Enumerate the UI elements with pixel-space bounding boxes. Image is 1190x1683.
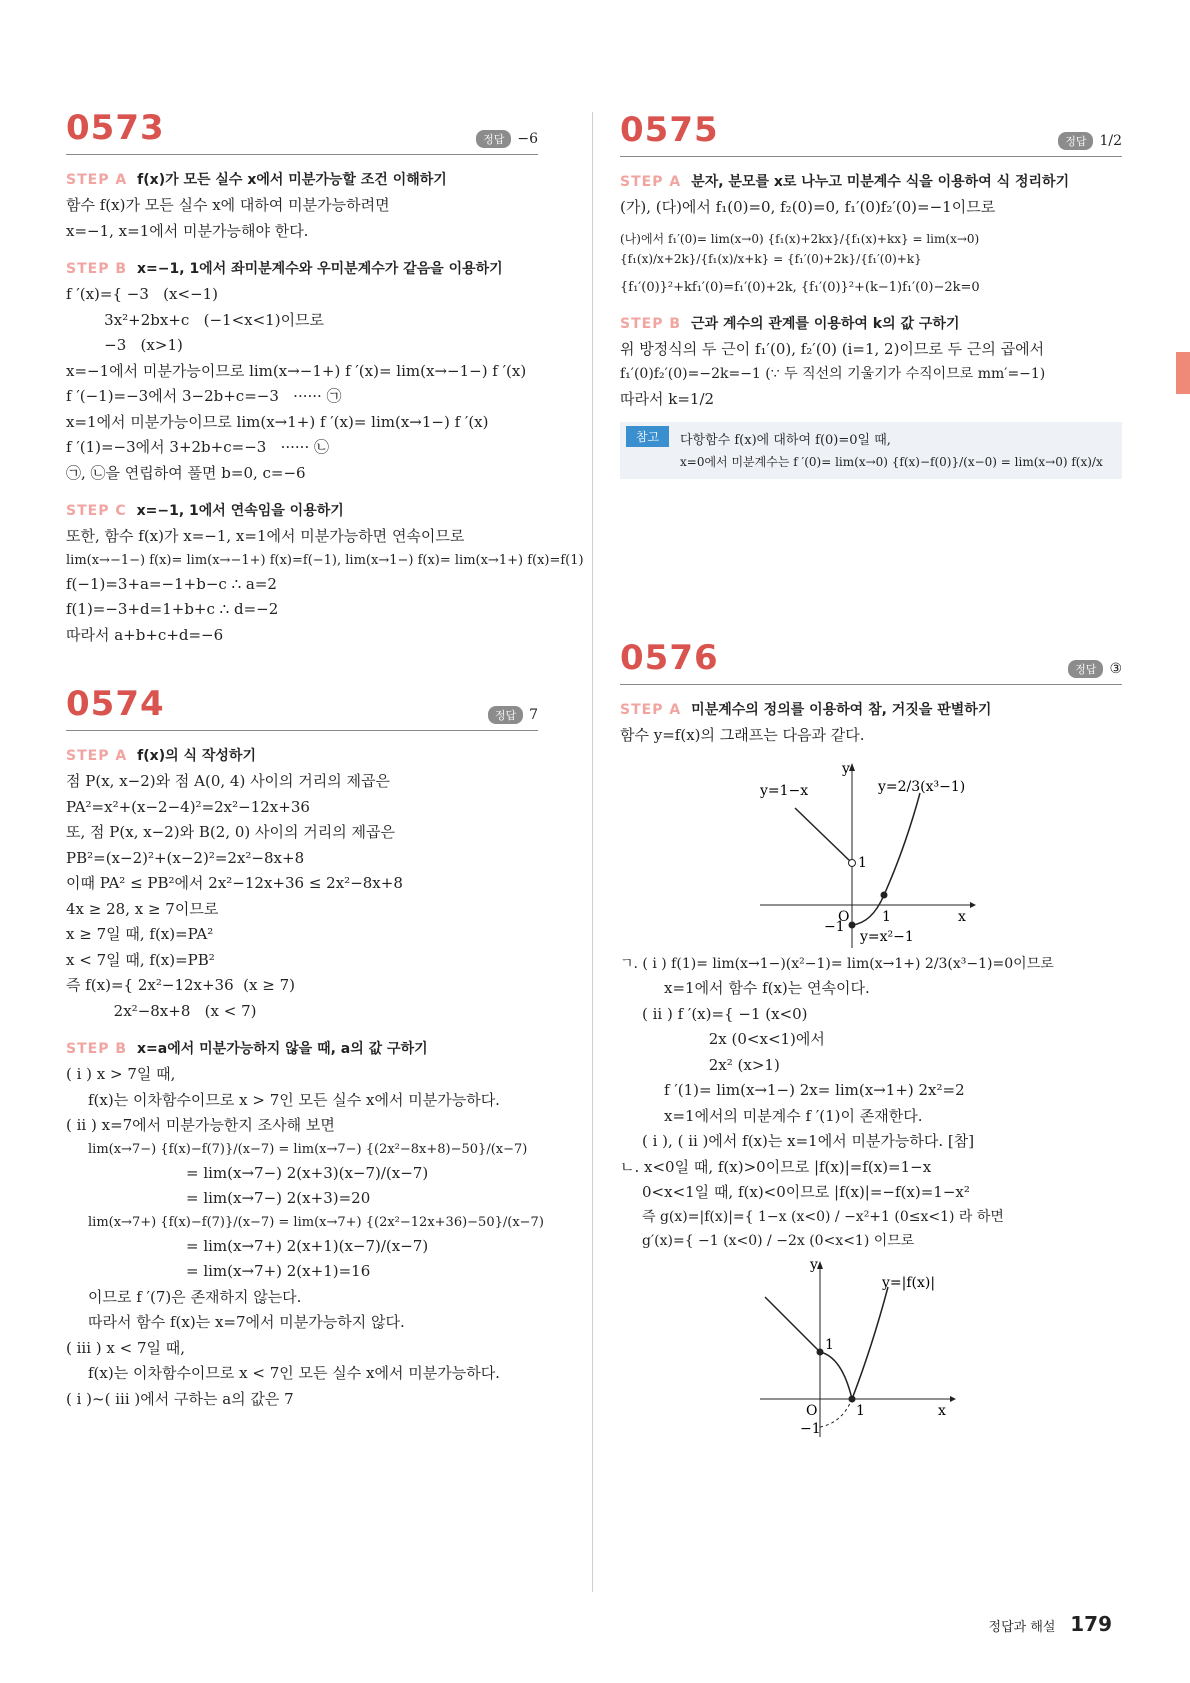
- text-line: 점 P(x, x−2)와 점 A(0, 4) 사이의 거리의 제곱은: [66, 772, 391, 791]
- text-line: ( i ) x > 7일 때,: [66, 1065, 176, 1084]
- problem-0574: [66, 684, 544, 1412]
- text-line: x=1에서 미분가능이므로 lim(x→1+) f ′(x)= lim(x→1−) f ′(x): [66, 412, 489, 431]
- closed-point: [849, 921, 856, 928]
- text-line: ( ii ) f ′(x)={ −1 (x<0): [642, 1004, 808, 1023]
- answer-value: 1/2: [1099, 133, 1122, 149]
- step-tag: STEP B: [620, 316, 682, 333]
- text-line: PA²=x²+(x−2−4)²=2x²−12x+36: [66, 797, 310, 816]
- text-line: 0<x<1일 때, f(x)<0이므로 |f(x)|=−f(x)=1−x²: [642, 1183, 970, 1202]
- text-line: 3x²+2bx+c (−1<x<1)이므로: [66, 310, 325, 329]
- step-tag: STEP A: [66, 748, 128, 765]
- curve-abs-parabola: [820, 1352, 852, 1399]
- axis-label-y: y: [810, 1257, 818, 1274]
- text-line: lim(x→7+) {f(x)−f(7)}/(x−7) = lim(x→7+) {(2x²−12x+36)−50}/(x−7): [88, 1214, 544, 1230]
- text-line: = lim(x→7−) 2(x+3)(x−7)/(x−7): [186, 1163, 429, 1182]
- step-tag: STEP B: [66, 1041, 128, 1058]
- text-line: 또, 점 P(x, x−2)와 B(2, 0) 사이의 거리의 제곱은: [66, 823, 395, 842]
- closed-point: [817, 1349, 824, 1356]
- tick-label: 1: [856, 1403, 865, 1420]
- answer-badge: 정답: [488, 706, 523, 724]
- answer-box: [1068, 660, 1122, 678]
- answer-box: [1058, 132, 1122, 150]
- text-line: f ′(−1)=−3에서 3−2b+c=−3 ······ ㉠: [66, 387, 342, 405]
- step-tag: STEP A: [66, 172, 128, 188]
- axis-label-x: x: [938, 1403, 946, 1420]
- text-line: PB²=(x−2)²+(x−2)²=2x²−8x+8: [66, 848, 305, 867]
- text-line: 또한, 함수 f(x)가 x=−1, x=1에서 미분가능하면 연속이므로: [66, 527, 465, 545]
- tick-label: −1: [824, 918, 845, 935]
- step-title: f(x)가 모든 실수 x에서 미분가능할 조건 이해하기: [137, 172, 447, 188]
- step-title: 분자, 분모를 x로 나누고 미분계수 식을 이용하여 식 정리하기: [691, 174, 1070, 190]
- tick-label: −1: [800, 1421, 821, 1438]
- answer-box: [476, 130, 538, 148]
- text-line: x=1에서의 미분계수 f ′(1)이 존재한다.: [664, 1106, 923, 1125]
- step-a-heading: [66, 745, 538, 765]
- curve-parabola: [852, 895, 884, 925]
- text-line: (가), (다)에서 f₁(0)=0, f₂(0)=0, f₁′(0)f₂′(0)=−1이므로: [620, 198, 996, 216]
- problem-number: 0576: [620, 638, 719, 678]
- axis-label-y: y: [842, 760, 850, 777]
- text-line: x=−1, x=1에서 미분가능해야 한다.: [66, 221, 309, 240]
- text-line: x < 7일 때, f(x)=PB²: [66, 950, 215, 969]
- step-title: x=a에서 미분가능하지 않을 때, a의 값 구하기: [137, 1041, 428, 1058]
- text-line: ㄱ. ( i ) f(1)= lim(x→1−)(x²−1)= lim(x→1+) 2/3(x³−1)=0이므로: [620, 955, 1054, 972]
- chapter-tab: [1176, 352, 1190, 394]
- step-title: 미분계수의 정의를 이용하여 참, 거짓을 판별하기: [691, 702, 992, 718]
- problem-0573: [66, 108, 584, 648]
- column-divider: [592, 112, 593, 1592]
- note-label: 참고: [626, 426, 669, 447]
- right-column: [620, 110, 1122, 1438]
- origin-label: O: [838, 908, 850, 925]
- step-tag: STEP A: [620, 702, 682, 718]
- step-b-heading: [66, 258, 538, 278]
- text-line: ㉠, ㉡을 연립하여 풀면 b=0, c=−6: [66, 463, 306, 482]
- page-footer: [989, 1612, 1112, 1636]
- label-cubic: y=2/3(x³−1): [878, 778, 966, 795]
- text-line: 따라서 a+b+c+d=−6: [66, 625, 224, 644]
- text-line: 2x (0<x<1)에서: [642, 1030, 825, 1049]
- text-line: 함수 f(x)가 모든 실수 x에 대하여 미분가능하려면: [66, 196, 390, 214]
- text-line: 이때 PA² ≤ PB²에서 2x²−12x+36 ≤ 2x²−8x+8: [66, 874, 403, 893]
- answer-box: [488, 706, 538, 724]
- text-line: f(−1)=3+a=−1+b−c ∴ a=2: [66, 574, 277, 593]
- left-column: [66, 108, 584, 1412]
- note-line: 다항함수 f(x)에 대하여 f(0)=0일 때,: [680, 433, 891, 449]
- tick-label: 1: [858, 854, 867, 871]
- text-line: 위 방정식의 두 근이 f₁′(0), f₂′(0) (i=1, 2)이므로 두 근의 곱에서: [620, 340, 1045, 359]
- curve-line: [765, 1297, 820, 1352]
- tick-label: 1: [825, 1337, 834, 1354]
- problem-number: 0574: [66, 684, 165, 725]
- text-line: ( iii ) x < 7일 때,: [66, 1338, 186, 1357]
- answer-badge: 정답: [1058, 132, 1093, 150]
- axis-label-x: x: [958, 908, 966, 925]
- text-line: lim(x→7−) {f(x)−f(7)}/(x−7) = lim(x→7−) {(2x²−8x+8)−50}/(x−7): [88, 1141, 528, 1157]
- answer-value: 7: [529, 707, 538, 724]
- step-title: x=−1, 1에서 연속임을 이용하기: [136, 503, 344, 519]
- problem-header: [620, 110, 1122, 157]
- text-line: f(x)는 이차함수이므로 x < 7인 모든 실수 x에서 미분가능하다.: [88, 1364, 500, 1383]
- text-line: 이므로 f ′(7)은 존재하지 않는다.: [88, 1287, 302, 1306]
- curve-cubic: [852, 1287, 888, 1399]
- text-line: = lim(x→7−) 2(x+3)=20: [186, 1189, 371, 1208]
- text-line: x ≥ 7일 때, f(x)=PA²: [66, 925, 214, 944]
- closed-point: [881, 891, 888, 898]
- x-axis-arrow: [970, 902, 976, 908]
- step-a-heading: [620, 171, 1122, 191]
- step-b-heading: [620, 313, 1122, 333]
- label-parabola: y=x²−1: [860, 928, 914, 945]
- curve-line: [795, 808, 852, 863]
- text-line: f ′(1)= lim(x→1−) 2x= lim(x→1+) 2x²=2: [664, 1081, 965, 1100]
- problem-header: [66, 684, 538, 731]
- problem-header: [66, 108, 538, 155]
- x-axis-arrow: [950, 1396, 956, 1402]
- text-line: (나)에서 f₁′(0)= lim(x→0) {f₁(x)+2kx}/{f₁(x)+kx} = lim(x→0) {f₁(x)/x+2k}/{f₁(x)/x+k} = {f₁′(0)+2k}/{f₁′(0)+k}: [620, 231, 980, 266]
- label-abs-f: y=|f(x)|: [882, 1275, 936, 1292]
- step-title: x=−1, 1에서 좌미분계수와 우미분계수가 같음을 이용하기: [137, 261, 503, 277]
- tick-label: 1: [882, 908, 891, 925]
- text-line: −3 (x>1): [66, 336, 183, 354]
- text-line: f₁′(0)f₂′(0)=−2k=−1 (∵ 두 직선의 기울기가 수직이므로 mm′=−1): [620, 365, 1046, 382]
- text-line: ㄴ. x<0일 때, f(x)>0이므로 |f(x)|=f(x)=1−x: [620, 1157, 932, 1176]
- text-line: ( ii ) x=7에서 미분가능한지 조사해 보면: [66, 1116, 335, 1135]
- text-line: 함수 y=f(x)의 그래프는 다음과 같다.: [620, 726, 865, 744]
- step-title: f(x)의 식 작성하기: [137, 748, 256, 765]
- answer-value: −6: [517, 131, 538, 147]
- open-point: [849, 859, 856, 866]
- origin-label: O: [806, 1403, 818, 1420]
- text-line: 따라서 함수 f(x)는 x=7에서 미분가능하지 않다.: [88, 1313, 405, 1332]
- answer-badge: 정답: [1068, 660, 1103, 678]
- text-line: {f₁′(0)}²+kf₁′(0)=f₁′(0)+2k, {f₁′(0)}²+(k−1)f₁′(0)−2k=0: [620, 280, 980, 296]
- text-line: f(1)=−3+d=1+b+c ∴ d=−2: [66, 600, 279, 619]
- graph-f: [620, 753, 1122, 953]
- text-line: 즉 f(x)={ 2x²−12x+36 (x ≥ 7): [66, 976, 295, 995]
- text-line: 즉 g(x)=|f(x)|={ 1−x (x<0) / −x²+1 (0≤x<1) 라 하면: [642, 1208, 1004, 1225]
- curve-dashed: [820, 1399, 852, 1427]
- text-line: g′(x)={ −1 (x<0) / −2x (0<x<1) 이므로: [642, 1232, 915, 1249]
- step-tag: STEP C: [66, 503, 127, 519]
- problem-0576: [620, 638, 1122, 1447]
- answer-badge: 정답: [476, 130, 511, 148]
- text-line: f ′(1)=−3에서 3+2b+c=−3 ······ ㉡: [66, 438, 329, 456]
- step-a-heading: [620, 699, 1122, 719]
- text-line: f ′(x)={ −3 (x<−1): [66, 285, 219, 303]
- graph-abs-f: [620, 1257, 1122, 1447]
- text-line: x=−1에서 미분가능이므로 lim(x→−1+) f ′(x)= lim(x→−1−) f ′(x): [66, 361, 527, 380]
- problem-number: 0575: [620, 110, 719, 150]
- curve-cubic: [884, 793, 920, 895]
- problem-header: [620, 638, 1122, 685]
- answer-value: ③: [1109, 661, 1122, 677]
- problem-0575: [620, 110, 1122, 479]
- text-line: lim(x→−1−) f(x)= lim(x→−1+) f(x)=f(−1), lim(x→1−) f(x)= lim(x→1+) f(x)=f(1): [66, 552, 584, 568]
- text-line: f(x)는 이차함수이므로 x > 7인 모든 실수 x에서 미분가능하다.: [88, 1090, 500, 1109]
- text-line: 4x ≥ 28, x ≥ 7이므로: [66, 899, 219, 918]
- note-line: x=0에서 미분계수는 f ′(0)= lim(x→0) {f(x)−f(0)}/(x−0) = lim(x→0) f(x)/x: [680, 455, 1103, 470]
- text-line: x=1에서 함수 f(x)는 연속이다.: [664, 979, 870, 998]
- text-line: ( i ), ( ii )에서 f(x)는 x=1에서 미분가능하다. [참]: [642, 1132, 975, 1151]
- step-a-heading: [66, 169, 538, 189]
- text-line: = lim(x→7+) 2(x+1)(x−7)/(x−7): [186, 1236, 429, 1255]
- text-line: ( i )~( iii )에서 구하는 a의 값은 7: [66, 1389, 294, 1408]
- step-tag: STEP B: [66, 261, 128, 277]
- step-title: 근과 계수의 관계를 이용하여 k의 값 구하기: [691, 316, 960, 333]
- page-number: 179: [1070, 1612, 1112, 1636]
- closed-point: [849, 1396, 856, 1403]
- step-c-heading: [66, 500, 538, 520]
- step-tag: STEP A: [620, 174, 682, 190]
- text-line: = lim(x→7+) 2(x+1)=16: [186, 1262, 371, 1281]
- text-line: 2x²−8x+8 (x < 7): [66, 1001, 257, 1020]
- step-b-heading: [66, 1038, 538, 1058]
- text-line: 2x² (x>1): [642, 1055, 780, 1074]
- label-line: y=1−x: [760, 782, 809, 799]
- problem-number: 0573: [66, 108, 165, 148]
- text-line: 따라서 k=1/2: [620, 389, 715, 408]
- footer-title: 정답과 해설: [988, 1620, 1056, 1635]
- reference-note: [620, 422, 1122, 478]
